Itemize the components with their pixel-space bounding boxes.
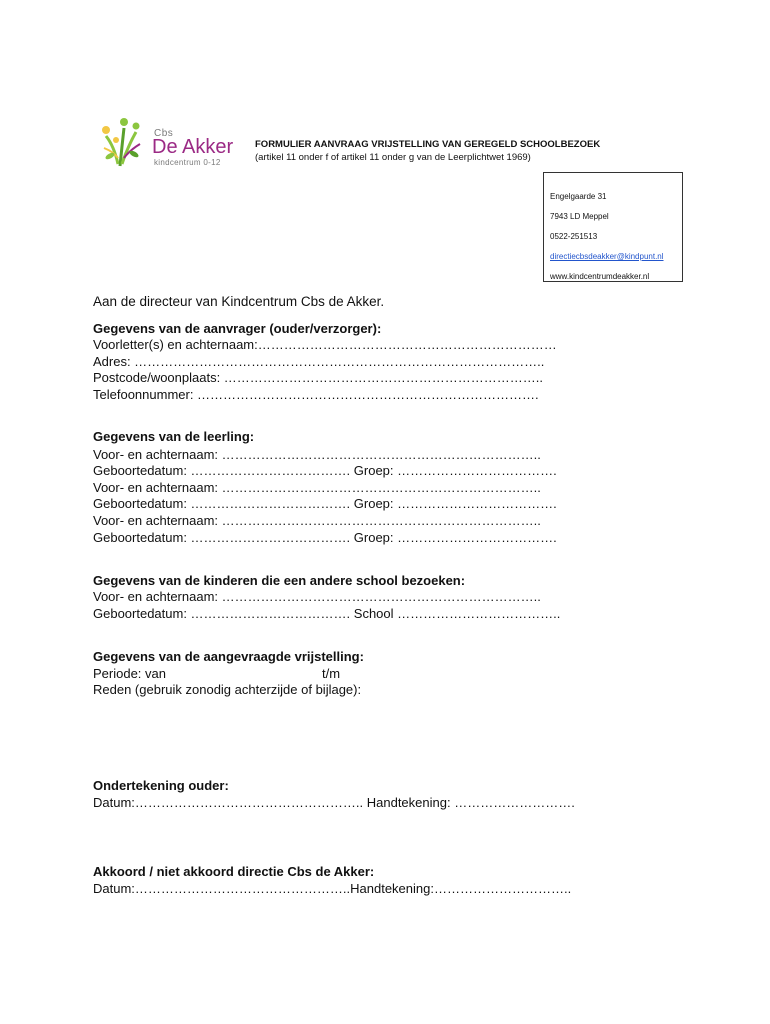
student-name-line[interactable]: Voor- en achternaam: ……………………………………………………………….. (93, 480, 541, 495)
applicant-heading: Gegevens van de aanvrager (ouder/verzorger): (93, 321, 382, 336)
contact-city: 7943 LD Meppel (550, 212, 609, 221)
contact-box (543, 172, 683, 282)
period-to-label[interactable]: t/m (322, 666, 341, 681)
student-dob-line[interactable]: Geboortedatum: ………………………………. Groep: ………………………………. (93, 496, 557, 511)
applicant-address-line[interactable]: Adres: ………………………………………………………………………………….. (93, 354, 545, 369)
school-logo (96, 116, 246, 172)
form-subtitle: (artikel 11 onder f of artikel 11 onder g van de Leerplichtwet 1969) (255, 152, 531, 163)
student-dob-line[interactable]: Geboortedatum: ………………………………. Groep: ………………………………. (93, 530, 557, 545)
parent-signature-heading: Ondertekening ouder: (93, 778, 229, 793)
period-label[interactable]: Periode: van (93, 666, 166, 681)
logo-cbs-text: Cbs (154, 128, 174, 139)
parent-signature-line[interactable]: Datum:…………………………………………….. Handtekening: ………………………. (93, 795, 575, 810)
logo-subtitle: kindcentrum 0-12 (154, 158, 221, 167)
exemption-heading: Gegevens van de aangevraagde vrijstelling: (93, 649, 364, 664)
student-dob-line[interactable]: Geboortedatum: ………………………………. Groep: ………………………………. (93, 463, 557, 478)
student-name-line[interactable]: Voor- en achternaam: ……………………………………………………………….. (93, 513, 541, 528)
student-name-line[interactable]: Voor- en achternaam: ……………………………………………………………….. (93, 447, 541, 462)
applicant-postcode-line[interactable]: Postcode/woonplaats: ……………………………………………………………….. (93, 370, 544, 385)
intro-text: Aan de directeur van Kindcentrum Cbs de Akker. (93, 294, 385, 309)
contact-website: www.kindcentrumdeakker.nl (550, 272, 650, 281)
contact-phone: 0522-251513 (550, 232, 598, 241)
siblings-heading: Gegevens van de kinderen die een andere school bezoeken: (93, 573, 466, 588)
director-signature-heading: Akkoord / niet akkoord directie Cbs de Akker: (93, 864, 375, 879)
sibling-dob-line[interactable]: Geboortedatum: ………………………………. School ……………………………….. (93, 606, 561, 621)
director-signature-line[interactable]: Datum:…………………………………………..Handtekening:………………………….. (93, 881, 572, 896)
applicant-name-line[interactable]: Voorletter(s) en achternaam:…………………………………………………………… (93, 337, 557, 352)
contact-email-link[interactable]: directiecbsdeakker@kindpunt.nl (550, 252, 664, 261)
reason-label[interactable]: Reden (gebruik zonodig achterzijde of bijlage): (93, 682, 362, 697)
logo-figure-icon (96, 116, 154, 172)
form-title: FORMULIER AANVRAAG VRIJSTELLING VAN GEREGELD SCHOOLBEZOEK (255, 139, 601, 150)
logo-brand-text: De Akker (152, 136, 234, 158)
student-heading: Gegevens van de leerling: (93, 429, 255, 444)
sibling-name-line[interactable]: Voor- en achternaam: ……………………………………………………………….. (93, 589, 541, 604)
contact-street: Engelgaarde 31 (550, 192, 607, 201)
applicant-phone-line[interactable]: Telefoonnummer: ……………………………………………………………………. (93, 387, 539, 402)
